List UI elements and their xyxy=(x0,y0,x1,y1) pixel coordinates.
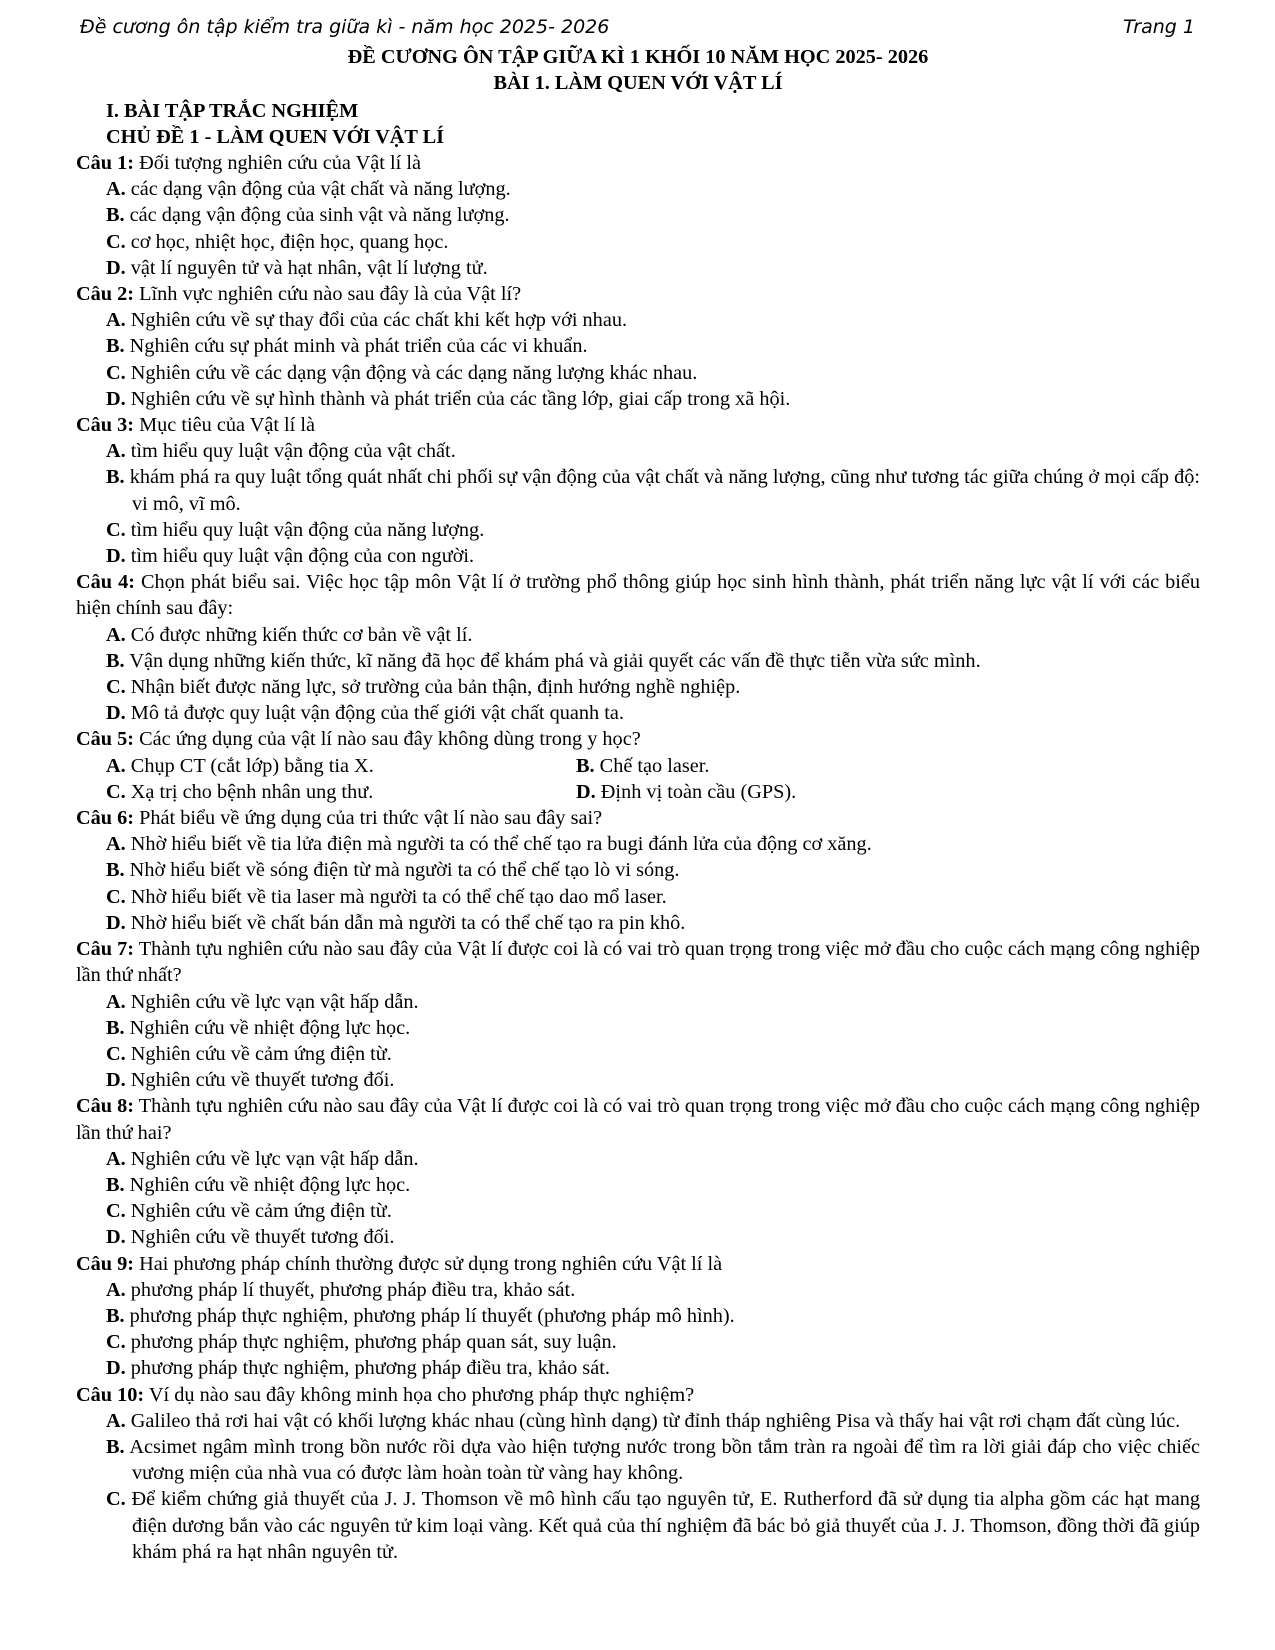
option-text: phương pháp lí thuyết, phương pháp điều tra, khảo sát. xyxy=(125,1278,576,1301)
question-label: Câu 7: xyxy=(76,938,135,961)
option-label: A. xyxy=(106,1278,126,1301)
option-text: các dạng vận động của vật chất và năng lượng. xyxy=(125,178,511,201)
option-text: Để kiểm chứng giả thuyết của J. J. Thomson về mô hình cấu tạo nguyên tử, E. Rutherford đã sử dụng tia alpha gồm các hạt mang điện dương bắn vào các nguyên tử kim loại vàng. Kết quả của thí nghiệm đã bác bỏ giả thuyết của J. J. Thomson, đồng thời đã giúp khám phá ra hạt nhân nguyên tử. xyxy=(125,1488,1200,1563)
question-text: Đối tượng nghiên cứu của Vật lí là xyxy=(134,152,421,174)
option-3a xyxy=(76,438,1200,464)
question-text: Mục tiêu của Vật lí là xyxy=(134,414,316,437)
option-2c xyxy=(76,360,1200,386)
option-row xyxy=(76,779,1200,805)
option-label: C. xyxy=(106,518,126,541)
option-5b xyxy=(576,753,1200,779)
option-text: Nghiên cứu sự phát minh và phát triển của các vi khuẩn. xyxy=(124,335,588,358)
option-7a xyxy=(76,989,1200,1015)
question-10 xyxy=(76,1382,1200,1408)
option-text: Nhờ hiểu biết về chất bán dẫn mà người ta có thể chế tạo ra pin khô. xyxy=(125,911,686,934)
header-title: Đề cương ôn tập kiểm tra giữa kì - năm học 2025- 2026 xyxy=(80,16,610,38)
option-4c xyxy=(76,674,1200,700)
option-label: D. xyxy=(106,911,126,934)
option-8d xyxy=(76,1224,1200,1250)
question-label: Câu 5: xyxy=(76,728,135,751)
question-label: Câu 10: xyxy=(76,1383,145,1406)
option-text: Nghiên cứu về cảm ứng điện từ. xyxy=(125,1042,392,1065)
option-label: B. xyxy=(576,754,595,777)
option-label: A. xyxy=(106,1147,126,1170)
option-label: A. xyxy=(106,309,126,332)
option-text: phương pháp thực nghiệm, phương pháp quan sát, suy luận. xyxy=(125,1331,617,1354)
option-4b xyxy=(76,648,1200,674)
question-label: Câu 3: xyxy=(76,414,135,437)
option-3c xyxy=(76,517,1200,543)
option-10b xyxy=(76,1434,1200,1486)
option-6b xyxy=(76,857,1200,883)
option-text: phương pháp thực nghiệm, phương pháp điều tra, khảo sát. xyxy=(125,1357,610,1380)
option-label: C. xyxy=(106,885,126,908)
option-text: tìm hiểu quy luật vận động của vật chất. xyxy=(125,440,456,463)
option-label: A. xyxy=(106,1409,126,1432)
option-8c xyxy=(76,1198,1200,1224)
option-label: C. xyxy=(106,676,126,699)
option-label: A. xyxy=(106,623,126,646)
option-1b xyxy=(76,202,1200,228)
option-7c xyxy=(76,1041,1200,1067)
option-text: Acsimet ngâm mình trong bồn nước rồi dựa vào hiện tượng nước trong bồn tắm tràn ra ngoài để tìm ra lời giải đáp cho việc chiếc vương miện của nhà vua có được làm hoàn toàn từ vàng hay không. xyxy=(124,1435,1200,1485)
page-number: Trang 1 xyxy=(1123,16,1195,38)
question-8 xyxy=(76,1093,1200,1145)
option-text: Nhận biết được năng lực, sở trường của bản thận, định hướng nghề nghiệp. xyxy=(125,676,741,699)
option-3d xyxy=(76,543,1200,569)
option-text: Nhờ hiểu biết về sóng điện từ mà người ta có thể chế tạo lò vi sóng. xyxy=(124,859,680,882)
option-text: phương pháp thực nghiệm, phương pháp lí thuyết (phương pháp mô hình). xyxy=(124,1304,735,1327)
option-4d xyxy=(76,700,1200,726)
option-6a xyxy=(76,831,1200,857)
option-label: B. xyxy=(106,649,125,672)
option-text: tìm hiểu quy luật vận động của con người. xyxy=(125,545,475,568)
option-1a xyxy=(76,176,1200,202)
option-9d xyxy=(76,1355,1200,1381)
page-header xyxy=(80,16,1195,44)
option-label: A. xyxy=(106,833,126,856)
option-10c xyxy=(76,1486,1200,1565)
document-title: ĐỀ CƯƠNG ÔN TẬP GIỮA KÌ 1 KHỐI 10 NĂM HỌC 2025- 2026 xyxy=(347,46,929,68)
option-5c xyxy=(106,779,576,805)
option-label: D. xyxy=(106,1357,126,1380)
option-text: Galileo thả rơi hai vật có khối lượng khác nhau (cùng hình dạng) từ đỉnh tháp nghiêng Pisa và thấy hai vật rơi chạm đất cùng lúc. xyxy=(125,1409,1181,1432)
option-label: A. xyxy=(106,440,126,463)
question-text: Phát biểu về ứng dụng của tri thức vật lí nào sau đây sai? xyxy=(134,807,603,830)
option-label: B. xyxy=(106,1173,125,1196)
lesson-title: BÀI 1. LÀM QUEN VỚI VẬT LÍ xyxy=(493,72,783,94)
question-1 xyxy=(76,150,1200,176)
option-text: Nhờ hiểu biết về tia lửa điện mà người ta có thể chế tạo ra bugi đánh lửa của động cơ xăng. xyxy=(125,833,872,856)
option-text: Xạ trị cho bệnh nhân ung thư. xyxy=(125,780,374,803)
question-label: Câu 9: xyxy=(76,1252,135,1275)
option-label: B. xyxy=(106,466,125,489)
option-text: Có được những kiến thức cơ bản về vật lí. xyxy=(125,623,473,646)
option-7d xyxy=(76,1067,1200,1093)
question-2 xyxy=(76,281,1200,307)
option-9a xyxy=(76,1277,1200,1303)
option-9b xyxy=(76,1303,1200,1329)
question-text: Thành tựu nghiên cứu nào sau đây của Vật lí được coi là có vai trò quan trọng trong việc mở đầu cho cuộc cách mạng công nghiệp lần thứ nhất? xyxy=(76,938,1200,987)
question-label: Câu 4: xyxy=(76,571,135,594)
option-label: C. xyxy=(106,780,126,803)
option-text: Nghiên cứu về các dạng vận động và các dạng năng lượng khác nhau. xyxy=(125,361,698,384)
option-text: tìm hiểu quy luật vận động của năng lượng. xyxy=(125,518,485,541)
option-text: Nghiên cứu về thuyết tương đối. xyxy=(125,1226,395,1249)
option-label: B. xyxy=(106,859,125,882)
option-text: các dạng vận động của sinh vật và năng lượng. xyxy=(124,204,510,227)
option-2b xyxy=(76,333,1200,359)
question-label: Câu 8: xyxy=(76,1095,135,1118)
question-3 xyxy=(76,412,1200,438)
question-label: Câu 2: xyxy=(76,283,135,306)
option-label: D. xyxy=(106,545,126,568)
option-label: B. xyxy=(106,204,125,227)
option-2a xyxy=(76,307,1200,333)
question-text: Chọn phát biểu sai. Việc học tập môn Vật lí ở trường phổ thông giúp học sinh hình thành, phát triển năng lực vật lí với các biểu hiện chính sau đây: xyxy=(76,571,1200,620)
option-text: Nghiên cứu về cảm ứng điện từ. xyxy=(125,1200,392,1223)
option-6d xyxy=(76,910,1200,936)
option-10a xyxy=(76,1408,1200,1434)
option-8b xyxy=(76,1172,1200,1198)
option-1c xyxy=(76,229,1200,255)
option-text: Nghiên cứu về nhiệt động lực học. xyxy=(124,1173,411,1196)
option-text: vật lí nguyên tử và hạt nhân, vật lí lượng tử. xyxy=(125,256,488,279)
topic-heading: CHỦ ĐỀ 1 - LÀM QUEN VỚI VẬT LÍ xyxy=(106,126,445,148)
option-text: khám phá ra quy luật tổng quát nhất chi phối sự vận động của vật chất và năng lượng, cũng như tương tác giữa chúng ở mọi cấp độ: vi mô, vĩ mô. xyxy=(124,466,1200,515)
option-5d xyxy=(576,779,1200,805)
option-text: Nghiên cứu về lực vạn vật hấp dẫn. xyxy=(125,1147,419,1170)
option-label: D. xyxy=(106,387,126,410)
option-label: B. xyxy=(106,1304,125,1327)
question-9 xyxy=(76,1251,1200,1277)
document-body xyxy=(76,44,1200,1565)
option-label: D. xyxy=(106,1069,126,1092)
question-6 xyxy=(76,805,1200,831)
option-label: C. xyxy=(106,361,126,384)
option-text: Nghiên cứu về lực vạn vật hấp dẫn. xyxy=(125,990,419,1013)
option-1d xyxy=(76,255,1200,281)
option-text: Nghiên cứu về thuyết tương đối. xyxy=(125,1069,395,1092)
option-text: Định vị toàn cầu (GPS). xyxy=(595,780,797,803)
option-label: C. xyxy=(106,1200,126,1223)
option-label: D. xyxy=(106,256,126,279)
question-text: Hai phương pháp chính thường được sử dụng trong nghiên cứu Vật lí là xyxy=(134,1252,723,1275)
option-2d xyxy=(76,386,1200,412)
option-label: C. xyxy=(106,1488,126,1511)
option-label: C. xyxy=(106,1331,126,1354)
question-4 xyxy=(76,569,1200,621)
section-heading: I. BÀI TẬP TRẮC NGHIỆM xyxy=(106,100,359,122)
option-text: Nhờ hiểu biết về tia laser mà người ta có thể chế tạo dao mổ laser. xyxy=(125,885,667,908)
question-text: Ví dụ nào sau đây không minh họa cho phương pháp thực nghiệm? xyxy=(144,1383,695,1406)
option-label: D. xyxy=(106,1226,126,1249)
question-7 xyxy=(76,936,1200,988)
option-text: cơ học, nhiệt học, điện học, quang học. xyxy=(125,230,449,253)
option-9c xyxy=(76,1329,1200,1355)
option-label: B. xyxy=(106,1016,125,1039)
option-row xyxy=(76,753,1200,779)
option-label: D. xyxy=(106,702,126,725)
option-4a xyxy=(76,622,1200,648)
question-text: Thành tựu nghiên cứu nào sau đây của Vật lí được coi là có vai trò quan trọng trong việc mở đầu cho cuộc cách mạng công nghiệp lần thứ hai? xyxy=(76,1095,1200,1144)
option-8a xyxy=(76,1146,1200,1172)
option-text: Chụp CT (cắt lớp) bằng tia X. xyxy=(125,754,374,777)
option-5a xyxy=(106,753,576,779)
question-text: Các ứng dụng của vật lí nào sau đây không dùng trong y học? xyxy=(134,728,641,751)
option-label: D. xyxy=(576,780,596,803)
option-label: C. xyxy=(106,1042,126,1065)
option-text: Nghiên cứu về sự thay đổi của các chất khi kết hợp với nhau. xyxy=(125,309,628,332)
option-text: Mô tả được quy luật vận động của thế giới vật chất quanh ta. xyxy=(125,702,624,725)
option-label: B. xyxy=(106,1435,125,1458)
question-label: Câu 1: xyxy=(76,152,135,174)
question-5 xyxy=(76,726,1200,752)
option-label: B. xyxy=(106,335,125,358)
option-label: A. xyxy=(106,178,126,201)
option-7b xyxy=(76,1015,1200,1041)
option-text: Chế tạo laser. xyxy=(594,754,710,777)
question-text: Lĩnh vực nghiên cứu nào sau đây là của Vật lí? xyxy=(134,283,522,306)
option-text: Vận dụng những kiến thức, kĩ năng đã học để khám phá và giải quyết các vấn đề thực tiễn vừa sức mình. xyxy=(124,649,981,672)
option-label: A. xyxy=(106,990,126,1013)
option-text: Nghiên cứu về nhiệt động lực học. xyxy=(124,1016,411,1039)
option-6c xyxy=(76,884,1200,910)
option-text: Nghiên cứu về sự hình thành và phát triển của các tầng lớp, giai cấp trong xã hội. xyxy=(125,387,791,410)
option-3b xyxy=(76,464,1200,516)
option-label: A. xyxy=(106,754,126,777)
question-label: Câu 6: xyxy=(76,807,135,830)
option-label: C. xyxy=(106,230,126,253)
